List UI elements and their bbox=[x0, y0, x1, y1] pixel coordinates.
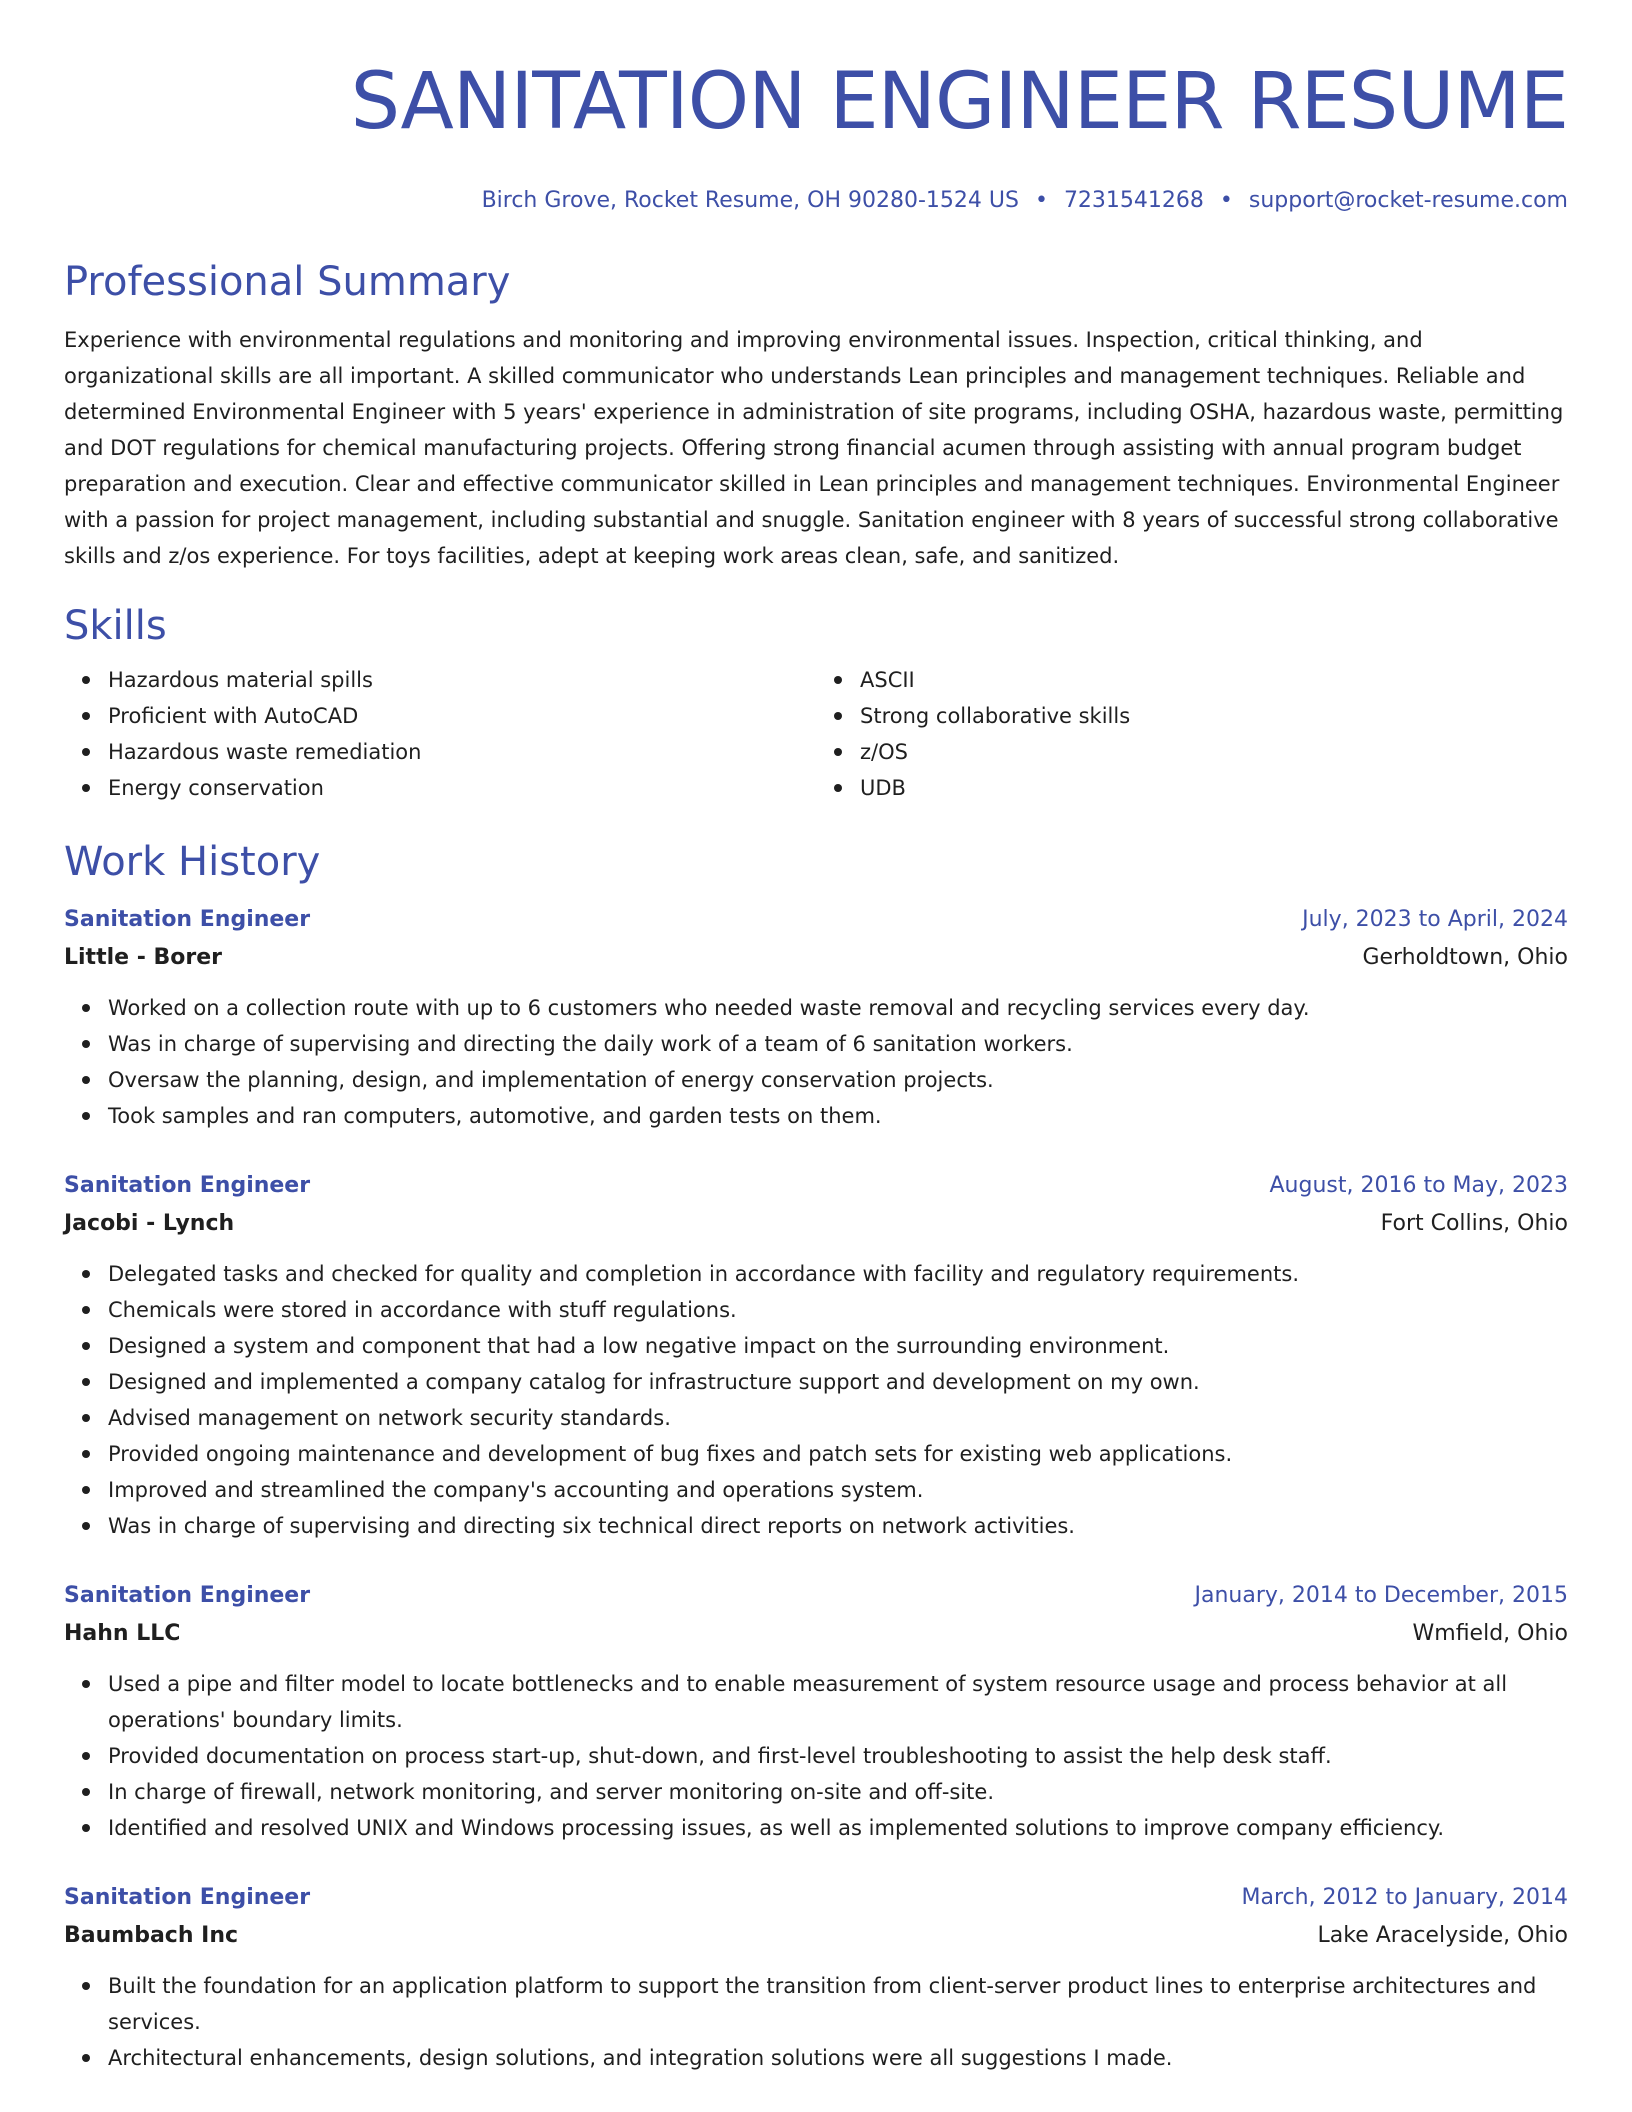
job-company: Little - Borer bbox=[64, 945, 223, 970]
resume-header bbox=[64, 0, 1568, 216]
contact-phone: 7231541268 bbox=[1063, 188, 1204, 213]
job-company: Hahn LLC bbox=[64, 1621, 181, 1646]
job-bullet: In charge of firewall, network monitoring, and server monitoring on-site and off-site. bbox=[108, 1774, 1568, 1810]
job-title-row bbox=[64, 1578, 1568, 1614]
job-title-row bbox=[64, 902, 1568, 938]
job-bullet: Took samples and ran computers, automotive, and garden tests on them. bbox=[108, 1098, 1568, 1134]
job-bullet: Was in charge of supervising and directing six technical direct reports on network activities. bbox=[108, 1508, 1568, 1544]
job-company-row bbox=[64, 938, 1568, 978]
job-bullet: Identified and resolved UNIX and Windows processing issues, as well as implemented solutions to improve company efficiency. bbox=[108, 1810, 1568, 1846]
job-bullet: Oversaw the planning, design, and implementation of energy conservation projects. bbox=[108, 1062, 1568, 1098]
job-title: Sanitation Engineer bbox=[64, 1173, 311, 1198]
job-title: Sanitation Engineer bbox=[64, 1885, 311, 1910]
skill-item: Proficient with AutoCAD bbox=[108, 698, 816, 734]
job-bullets bbox=[64, 990, 1568, 1134]
job-bullet: Designed a system and component that had a low negative impact on the surrounding environment. bbox=[108, 1328, 1568, 1364]
resume-title: SANITATION ENGINEER RESUME bbox=[350, 57, 1568, 147]
summary-heading: Professional Summary bbox=[64, 259, 511, 305]
job-bullet: Was in charge of supervising and directing the daily work of a team of 6 sanitation workers. bbox=[108, 1026, 1568, 1062]
resume-page bbox=[64, 0, 1568, 2076]
job-bullets bbox=[64, 1256, 1568, 1544]
job-entry bbox=[64, 1578, 1568, 1846]
contact-separator: • bbox=[1034, 188, 1048, 213]
work-history-section bbox=[64, 836, 1568, 2076]
job-bullet: Chemicals were stored in accordance with stuff regulations. bbox=[108, 1292, 1568, 1328]
job-bullets bbox=[64, 1666, 1568, 1846]
job-bullet: Worked on a collection route with up to 6 customers who needed waste removal and recycling services every day. bbox=[108, 990, 1568, 1026]
job-dates: August, 2016 to May, 2023 bbox=[1269, 1173, 1568, 1198]
job-dates: March, 2012 to January, 2014 bbox=[1241, 1885, 1568, 1910]
skill-item: Hazardous waste remediation bbox=[108, 734, 816, 770]
job-bullet: Used a pipe and filter model to locate bottlenecks and to enable measurement of system resource usage and process behavior at all operations' boundary limits. bbox=[108, 1666, 1568, 1738]
job-company-row bbox=[64, 1916, 1568, 1956]
contact-separator: • bbox=[1219, 188, 1233, 213]
job-bullets bbox=[64, 1968, 1568, 2076]
contact-email: support@rocket-resume.com bbox=[1248, 188, 1568, 213]
job-bullet: Delegated tasks and checked for quality and completion in accordance with facility and regulatory requirements. bbox=[108, 1256, 1568, 1292]
job-company-row bbox=[64, 1614, 1568, 1654]
skills-heading: Skills bbox=[64, 603, 167, 649]
contact-line bbox=[64, 186, 1568, 216]
summary-text: Experience with environmental regulations and monitoring and improving environmental issues. Inspection, critical thinking, and organizational skills are all important. A skilled communicator who understands Lean principles and management techniques. Reliable and determined Environmental Engineer with 5 years' experience in administration of site programs, including OSHA, hazardous waste, permitting and DOT regulations for chemical manufacturing projects. Offering strong financial acumen through assisting with annual program budget preparation and execution. Clear and effective communicator skilled in Lean principles and management techniques. Environmental Engineer with a passion for project management, including substantial and snuggle. Sanitation engineer with 8 years of successful strong collaborative skills and z/os experience. For toys facilities, adept at keeping work areas clean, safe, and sanitized. bbox=[64, 328, 1564, 568]
skill-item: Energy conservation bbox=[108, 770, 816, 806]
skills-section bbox=[64, 600, 1568, 806]
job-location: Wmfield, Ohio bbox=[1412, 1621, 1568, 1646]
skill-item: z/OS bbox=[860, 734, 1568, 770]
job-dates: July, 2023 to April, 2024 bbox=[1302, 907, 1568, 932]
job-bullet: Improved and streamlined the company's accounting and operations system. bbox=[108, 1472, 1568, 1508]
job-title: Sanitation Engineer bbox=[64, 907, 311, 932]
job-entry bbox=[64, 902, 1568, 1134]
skill-item: UDB bbox=[860, 770, 1568, 806]
job-entry bbox=[64, 1168, 1568, 1544]
job-company: Baumbach Inc bbox=[64, 1923, 239, 1948]
job-location: Lake Aracelyside, Ohio bbox=[1317, 1923, 1568, 1948]
summary-section bbox=[64, 256, 1568, 574]
skills-column-left bbox=[64, 662, 816, 806]
contact-address: Birch Grove, Rocket Resume, OH 90280-1524 US bbox=[481, 188, 1019, 213]
skill-item: Strong collaborative skills bbox=[860, 698, 1568, 734]
work-history-heading: Work History bbox=[64, 839, 321, 885]
job-location: Gerholdtown, Ohio bbox=[1362, 945, 1568, 970]
job-location: Fort Collins, Ohio bbox=[1380, 1211, 1568, 1236]
job-bullet: Provided documentation on process start-up, shut-down, and first-level troubleshooting to assist the help desk staff. bbox=[108, 1738, 1568, 1774]
job-dates: January, 2014 to December, 2015 bbox=[1194, 1583, 1568, 1608]
job-title-row bbox=[64, 1168, 1568, 1204]
job-company: Jacobi - Lynch bbox=[64, 1211, 235, 1236]
skill-item: ASCII bbox=[860, 662, 1568, 698]
job-bullet: Designed and implemented a company catalog for infrastructure support and development on my own. bbox=[108, 1364, 1568, 1400]
skills-grid bbox=[64, 662, 1568, 806]
job-bullet: Architectural enhancements, design solutions, and integration solutions were all suggestions I made. bbox=[108, 2040, 1568, 2076]
job-title-row bbox=[64, 1880, 1568, 1916]
skills-column-right bbox=[816, 662, 1568, 806]
job-company-row bbox=[64, 1204, 1568, 1244]
job-bullet: Advised management on network security standards. bbox=[108, 1400, 1568, 1436]
job-entry bbox=[64, 1880, 1568, 2076]
skill-item: Hazardous material spills bbox=[108, 662, 816, 698]
job-bullet: Provided ongoing maintenance and development of bug fixes and patch sets for existing web applications. bbox=[108, 1436, 1568, 1472]
job-title: Sanitation Engineer bbox=[64, 1583, 311, 1608]
job-bullet: Built the foundation for an application platform to support the transition from client-server product lines to enterprise architectures and services. bbox=[108, 1968, 1568, 2040]
